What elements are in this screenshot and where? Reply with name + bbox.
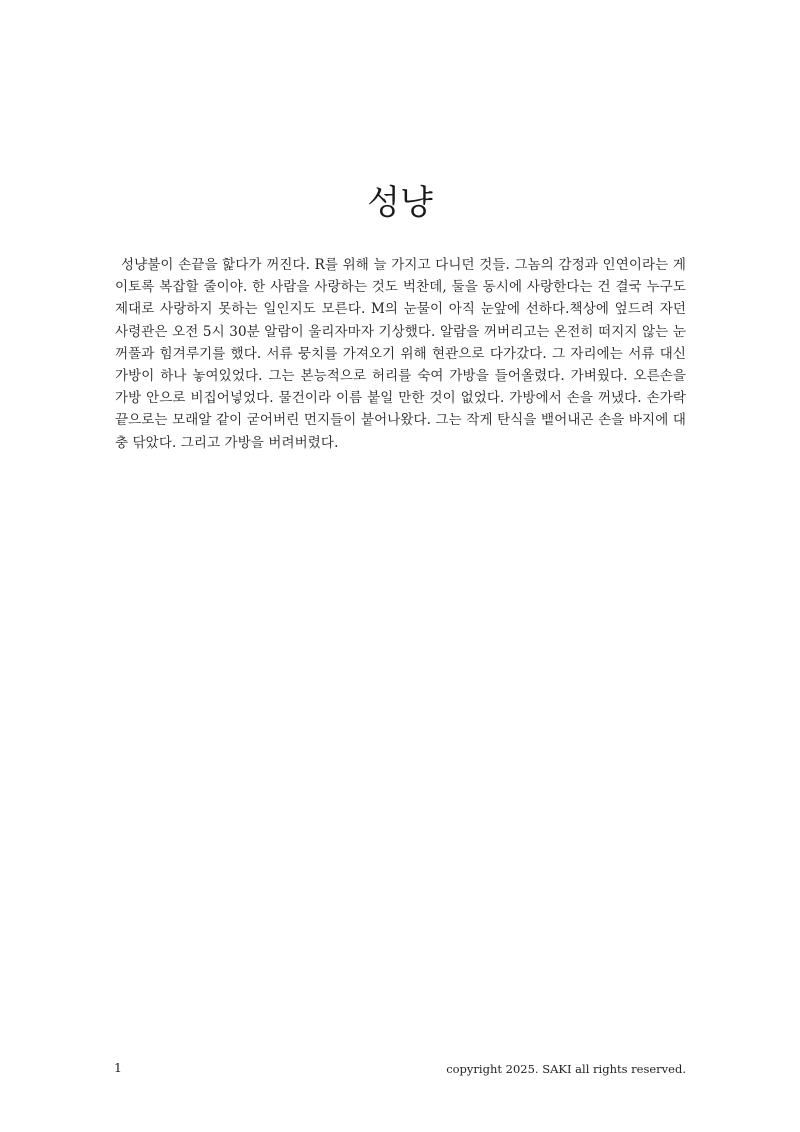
document-title: 성냥 [367,183,433,223]
copyright-notice: copyright 2025. SAKI all rights reserved. [446,1062,686,1076]
page-number: 1 [114,1060,122,1075]
body-paragraph: 성냥불이 손끝을 핥다가 꺼진다. R를 위해 늘 가지고 다니던 것들. 그놈의 감정과 인연이라는 게 이토록 복잡할 줄이야. 한 사람을 사랑하는 것도 벅찬데, 둘을 동시에 사랑한다는 건 결국 누구도 제대로 사랑하지 못하는 일인지도 모른다. M의 눈물이 아직 눈앞에 선하다.책상에 엎드려 자던 사령관은 오전 5시 30분 알람이 울리자마자 기상했다. 알람을 꺼버리고는 온전히 떠지지 않는 눈꺼풀과 힘겨루기를 했다. 서류 뭉치를 가져오기 위해 현관으로 다가갔다. 그 자리에는 서류 대신 가방이 하나 놓여있었다. 그는 본능적으로 허리를 숙여 가방을 들어올렸다. 가벼웠다. 오른손을 가방 안으로 비집어넣었다. 물건이라 이름 붙일 만한 것이 없었다. 가방에서 손을 꺼냈다. 손가락 끝으로는 모래알 같이 굳어버린 먼지들이 붙어나왔다. 그는 작게 탄식을 뱉어내곤 손을 바지에 대충 닦았다. 그리고 가방을 버려버렸다. [115,257,686,451]
